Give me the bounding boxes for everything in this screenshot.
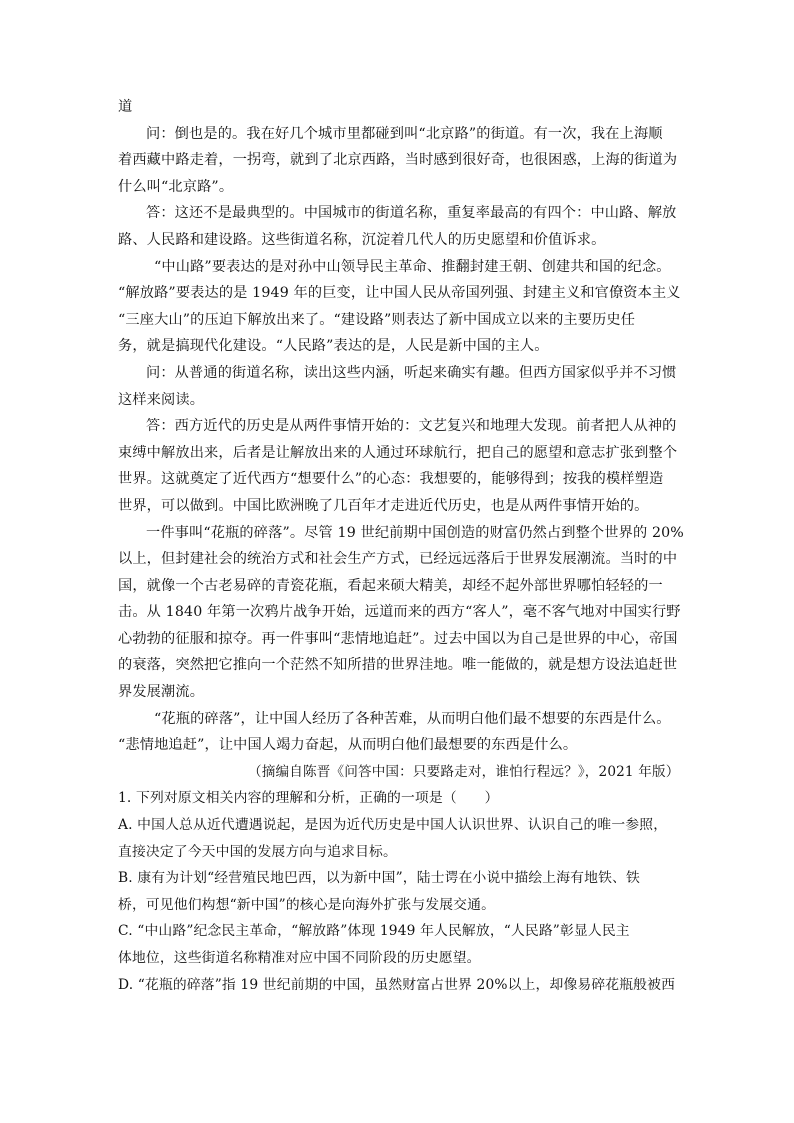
text-line: 道 [118, 99, 133, 115]
text-line: 的衰落，突然把它推向一个茫然不知所措的世界洼地。唯一能做的，就是想方设法追赶世 [118, 657, 678, 674]
text-line: “悲情地追赶”，让中国人竭力奋起，从而明白他们最想要的东西是什么。 [118, 737, 578, 754]
option-a: A. 中国人总从近代遭遇说起，是因为近代历史是中国人认识世界、认识自己的唯一参照， [118, 817, 668, 834]
option-b: B. 康有为计划“经营殖民地巴西，以为新中国”，陆士谔在小说中描绘上海有地铁、铁 [118, 870, 640, 887]
option-c-cont: 体地位，这些街道名称精准对应中国不同阶段的历史愿望。 [118, 950, 481, 966]
text-line: 这样来阅读。 [118, 391, 205, 408]
text-line: 问：从普通的街道名称，读出这些内涵，听起来确实有趣。但西方国家似乎并不习惯 [146, 364, 677, 381]
option-c: C. “中山路”纪念民主革命，“解放路”体现 1949 年人民解放，“人民路”彰显人民主 [118, 923, 630, 940]
text-line: 束缚中解放出来，后者是让解放出来的人通过环球航行，把自己的愿望和意志扩张到整个 [118, 444, 678, 461]
text-line: 路、人民路和建设路。这些街道名称，沉淀着几代人的历史愿望和价值诉求。 [118, 231, 606, 248]
text-line: 问：倒也是的。我在好几个城市里都碰到叫“北京路”的街道。有一次，我在上海顺 [146, 125, 663, 142]
option-a-cont: 直接决定了今天中国的发展方向与追求目标。 [118, 843, 397, 860]
text-line: 世界，可以做到。中国比欧洲晚了几百年才走进近代历史，也是从两件事情开始的。 [118, 497, 649, 514]
text-line: 心勃勃的征服和掠夺。再一件事叫“悲情地追赶”。过去中国以为自己是世界的中心，帝国 [118, 630, 678, 647]
text-line: “中山路”要表达的是对孙中山领导民主革命、推翻封建王朝、创建共和国的纪念。 [154, 258, 671, 275]
text-line: “解放路”要表达的是 1949 年的巨变，让中国人民从帝国列强、封建主义和官僚资本主义 [118, 285, 681, 302]
text-line: “花瓶的碎落”，让中国人经历了各种苦难，从而明白他们最不想要的东西是什么。 [154, 710, 671, 727]
option-b-cont: 桥，可见他们构想“新中国”的核心是向海外扩张与发展交通。 [118, 896, 496, 913]
text-line: 界发展潮流。 [118, 684, 205, 701]
text-line: 什么叫“北京路”。 [118, 178, 234, 195]
text-line: 以上，但封建社会的统治方式和社会生产方式，已经远远落后于世界发展潮流。当时的中 [118, 551, 678, 568]
question-stem: 1. 下列对原文相关内容的理解和分析，正确的一项是（ ） [118, 790, 499, 807]
text-line: 答：这还不是最典型的。中国城市的街道名称，重复率最高的有四个：中山路、解放 [146, 205, 677, 222]
source-citation: （摘编自陈晋《问答中国：只要路走对，谁怕行程远？》，2021 年版） [248, 763, 680, 780]
document-body [118, 94, 684, 998]
text-line: “三座大山”的压迫下解放出来了。“建设路”则表达了新中国成立以来的主要历史任 [118, 311, 636, 328]
text-line: 一件事叫“花瓶的碎落”。尽管 19 世纪前期中国创造的财富仍然占到整个世界的 20% [146, 524, 684, 541]
text-line: 击。从 1840 年第一次鸦片战争开始，远道而来的西方“客人”，毫不客气地对中国实行野 [118, 604, 681, 621]
text-line: 国，就像一个古老易碎的青瓷花瓶，看起来硕大精美，却经不起外部世界哪怕轻轻的一 [118, 577, 663, 594]
text-line: 着西藏中路走着，一拐弯，就到了北京西路，当时感到很好奇，也很困惑，上海的街道为 [118, 152, 678, 169]
text-line: 世界。这就奠定了近代西方“想要什么”的心态：我想要的，能够得到；按我的模样塑造 [118, 471, 664, 488]
text-line: 答：西方近代的历史是从两件事情开始的：文艺复兴和地理大发现。前者把人从神的 [146, 418, 677, 435]
option-d: D. “花瓶的碎落”指 19 世纪前期的中国，虽然财富占世界 20%以上，却像易碎花瓶般被西 [118, 976, 676, 993]
text-line: 务，就是搞现代化建设。“人民路”表达的是，人民是新中国的主人。 [118, 338, 549, 355]
